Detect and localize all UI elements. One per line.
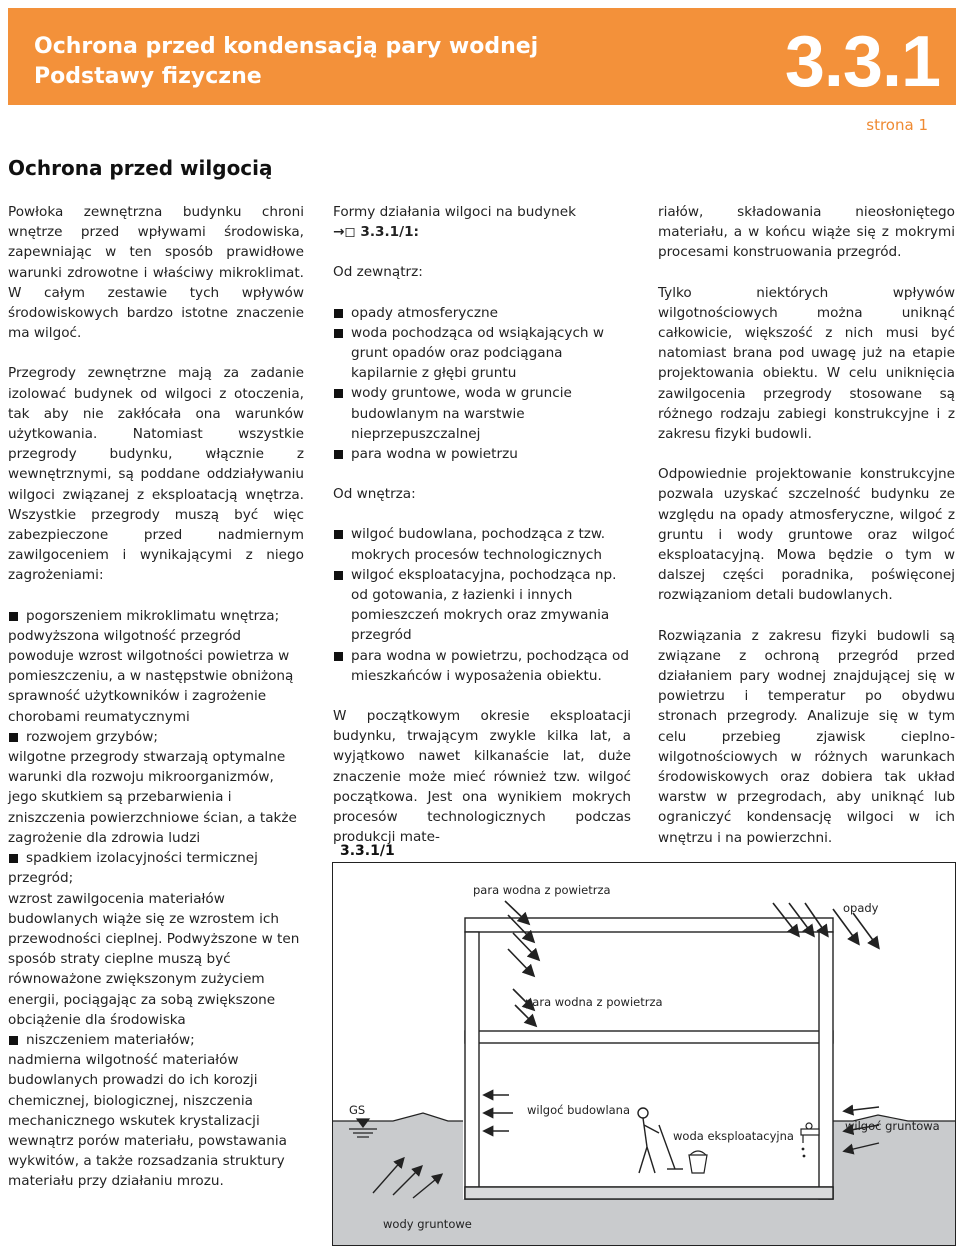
figure-reference[interactable]: →◻ 3.3.1/1:: [333, 224, 419, 241]
construction-moisture-arrows: [485, 1095, 513, 1131]
figure-id-label: 3.3.1/1: [340, 843, 395, 859]
page-header: [8, 8, 956, 105]
column-2: [333, 202, 631, 867]
paragraph: Tylko niektórych wpływów wilgotnościowych można uniknąć całkowicie, większość z nich musi być natomiast brana pod uwagę już na etapie projektowania obiektu. W celu uniknięcia zawilgocenia przegrody stosowane są różnego rodzaju zabiegi konstrukcyjne i z zakresu fizyki budowli.: [658, 284, 955, 443]
list-item-head: spadkiem izolacyjności termicznej przegród;: [8, 850, 258, 887]
list-item: wody gruntowe, woda w gruncie budowlanym na warstwie nieprzepuszczalnej: [333, 383, 631, 444]
list-item-body: podwyższona wilgotność przegród powoduje wzrost wilgotności powietrza w pomieszczeniu, a w następstwie obniżoną sprawność użytkowników i zagrożenie chorobami reumatycznymi: [8, 627, 294, 725]
threats-list: [8, 606, 304, 1192]
page-number: strona 1: [866, 116, 928, 134]
paragraph: W początkowym okresie eksploatacji budynku, trwającym zwykle kilka lat, a wyjątkowo nawet kilkanaście lat, duże znaczenie może mieć również tzw. wilgoć początkowa. Jest ona wynikiem mokrych procesów technologicznych podczas produkcji mate-: [333, 708, 631, 846]
moisture-diagram: [332, 862, 956, 1246]
vapor-outside-arrows: [505, 901, 538, 975]
list-item: [8, 1030, 304, 1192]
column-3: [658, 202, 955, 868]
header-title: [34, 32, 538, 92]
label-precipitation: opady: [843, 901, 879, 915]
list-item: para wodna w powietrzu: [333, 444, 631, 464]
outside-list: [333, 303, 631, 465]
label-vapor-inside: para wodna z powietrza: [525, 995, 663, 1009]
outside-label: Od zewnątrz:: [333, 264, 423, 281]
section-title: Ochrona przed wilgocią: [8, 156, 273, 180]
label-construction-moisture: wilgoć budowlana: [527, 1103, 631, 1117]
column-1: [8, 202, 304, 1192]
bucket-figure: [689, 1151, 707, 1173]
list-item: [8, 606, 304, 727]
header-title-line1: Ochrona przed kondensacją pary wodnej: [34, 34, 539, 59]
paragraph: Odpowiednie projektowanie konstrukcyjne pozwala uzyskać szczelność budynku ze względu na opady atmosferyczne, wilgoć z gruntu i wody gruntowe oraz wilgoć eksploatacyjną. Mowa będzie o tym w dalszej części poradnika, poświęconej rozwiązaniom detali budowlanych.: [658, 466, 955, 604]
list-item: para wodna w powietrzu, pochodząca od mieszkańców i wyposażenia obiektu.: [333, 646, 631, 686]
label-operational-water: woda eksploatacyjna: [673, 1129, 794, 1143]
list-item-body: nadmierna wilgotność materiałów budowlanych prowadzi do ich korozji chemicznej, biologicznej, niszczenia mechanicznego wskutek krystalizacji wewnątrz porów materiału, powstawania wykwitów, a także rozsadzania struktury materiału przy działaniu mrozu.: [8, 1052, 287, 1190]
list-item-head: rozwojem grzybów;: [26, 728, 158, 745]
label-groundwater-level: GS: [349, 1103, 366, 1117]
water-droplets: [802, 1148, 806, 1158]
list-item-head: niszczeniem materiałów;: [26, 1031, 195, 1048]
list-item-body: wzrost zawilgocenia materiałów budowlanych wiąże się ze wzrostem ich przewodności cieplnej. Podwyższone w ten sposób straty cieplne muszą być równoważone zwiększonym zużyciem energii, pociągając za sobą zwiększone obciążenie dla środowiska: [8, 890, 300, 1028]
list-item: opady atmosferyczne: [333, 303, 631, 323]
inside-list: [333, 524, 631, 686]
list-item: [8, 848, 304, 1030]
paragraph: [333, 202, 631, 242]
paragraph: riałów, składowania nieosłoniętego materiału, a w końcu wiąże się z mokrymi procesami konstruowania przegród.: [658, 204, 955, 261]
list-item: [8, 727, 304, 848]
list-item-body: wilgotne przegrody stwarzają optymalne warunki dla rozwoju mikroorganizmów, jego skutkiem są przebarwienia i zniszczenia powierzchniowe ścian, a także zagrożenie dla zdrowia ludzi: [8, 749, 297, 846]
header-title-line2: Podstawy fizyczne: [34, 64, 262, 89]
intro-text: Formy działania wilgoci na budynek: [333, 204, 576, 220]
list-item: woda pochodząca od wsiąkających w grunt opadów oraz podciągana kapilarnie z głębi gruntu: [333, 323, 631, 384]
paragraph: Przegrody zewnętrzne mają za zadanie izolować budynek od wilgoci z otoczenia, tak aby nie zakłócała ona warunków użytkowania. Natomiast wszystkie przegrody budynku, włącznie z wewnętrznymi, są poddane oddziaływaniu wilgoci związanej z eksploatacją wnętrza. Wszystkie przegrody muszą być więc zabezpieczone przed nadmiernym zawilgoceniem i wynikającymi z niego zagrożeniami:: [8, 365, 304, 584]
list-item-head: pogorszeniem mikroklimatu wnętrza;: [26, 607, 280, 624]
paragraph: Powłoka zewnętrzna budynku chroni wnętrze przed wpływami środowiska, zapewniając w ten sposób prawidłowe warunki zdrowotne i właściwy mikroklimat. W całym zestawie tych wpływów środowiskowych bardzo istotne znaczenie ma wilgoć.: [8, 204, 304, 342]
list-item: wilgoć eksploatacyjna, pochodząca np. od gotowania, z łazienki i innych pomieszczeń mokrych oraz zmywania przegród: [333, 565, 631, 646]
label-groundwater: wody gruntowe: [383, 1217, 472, 1231]
list-item: wilgoć budowlana, pochodząca z tzw. mokrych procesów technologicznych: [333, 524, 631, 564]
paragraph: Rozwiązania z zakresu fizyki budowli są związane z ochroną przegród przed działaniem pary wodnej znajdującej się w powietrzu i temperatur po obydwu stronach przegrody. Analizuje się w tym celu przebieg zjawisk cieplno-wilgotnościowych w różnych warunkach środowiskowych oraz dobiera tak układ warstw w przegrodach, aby uniknąć lub ograniczyć kondensację wilgoci w ich wnętrzu i na powierzchni.: [658, 627, 955, 846]
inside-label: Od wnętrza:: [333, 486, 416, 503]
section-number: 3.3.1: [784, 22, 940, 102]
label-vapor-outside: para wodna z powietrza: [473, 883, 611, 897]
building-section: [465, 918, 833, 1199]
label-soil-moisture: wilgoć gruntowa: [845, 1119, 940, 1133]
moisture-diagram-drawing: [333, 863, 956, 1246]
tap-figure: [801, 1123, 819, 1143]
